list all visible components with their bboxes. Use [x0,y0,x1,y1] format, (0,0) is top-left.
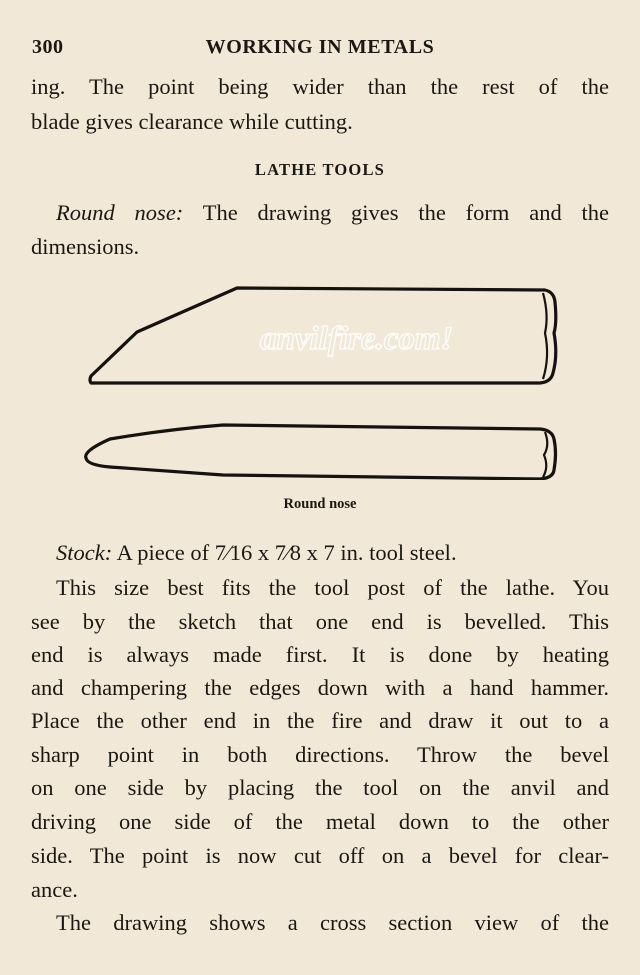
body-line: end is always made first. It is done by heating [31,642,609,667]
body-line: This size best fits the tool post of the lathe. You [56,575,609,600]
stock-label: Stock: [56,540,113,565]
round-nose-tool-drawing [70,275,570,480]
running-head [30,34,610,62]
page-number: 300 [32,36,64,58]
watermark: anvilfire.com! [260,321,454,357]
stock-text: A piece of 7⁄16 x 7⁄8 x 7 in. tool steel. [112,540,457,565]
body-line: driving one side of the metal down to the other [31,809,609,834]
paragraph-line: ing. The point being wider than the rest of the [31,74,609,99]
tool-side-view [86,425,556,479]
running-title: WORKING IN METALS [205,36,435,58]
round-nose-label: Round nose: [56,200,184,225]
body-line: ance. [31,877,78,902]
body-line: The drawing shows a cross section view of the [56,910,609,935]
body-line: and champering the edges down with a hand hammer. [31,675,609,700]
round-nose-line [31,198,609,228]
stock-line [31,538,609,568]
figure-caption: Round nose [283,496,357,512]
body-line: on one side by placing the tool on the anvil and [31,775,609,800]
body-line: sharp point in both directions. Throw the bevel [31,742,609,767]
round-nose-text: The drawing gives the form and the [183,200,609,225]
paragraph-line: dimensions. [31,234,140,259]
body-line: see by the sketch that one end is bevelled. This [31,609,609,634]
body-line: Place the other end in the fire and draw it out to a [31,708,609,733]
paragraph-line: blade gives clearance while cutting. [31,109,353,134]
body-line: side. The point is now cut off on a bevel for clear- [31,843,609,868]
section-heading: LATHE TOOLS [254,160,386,179]
